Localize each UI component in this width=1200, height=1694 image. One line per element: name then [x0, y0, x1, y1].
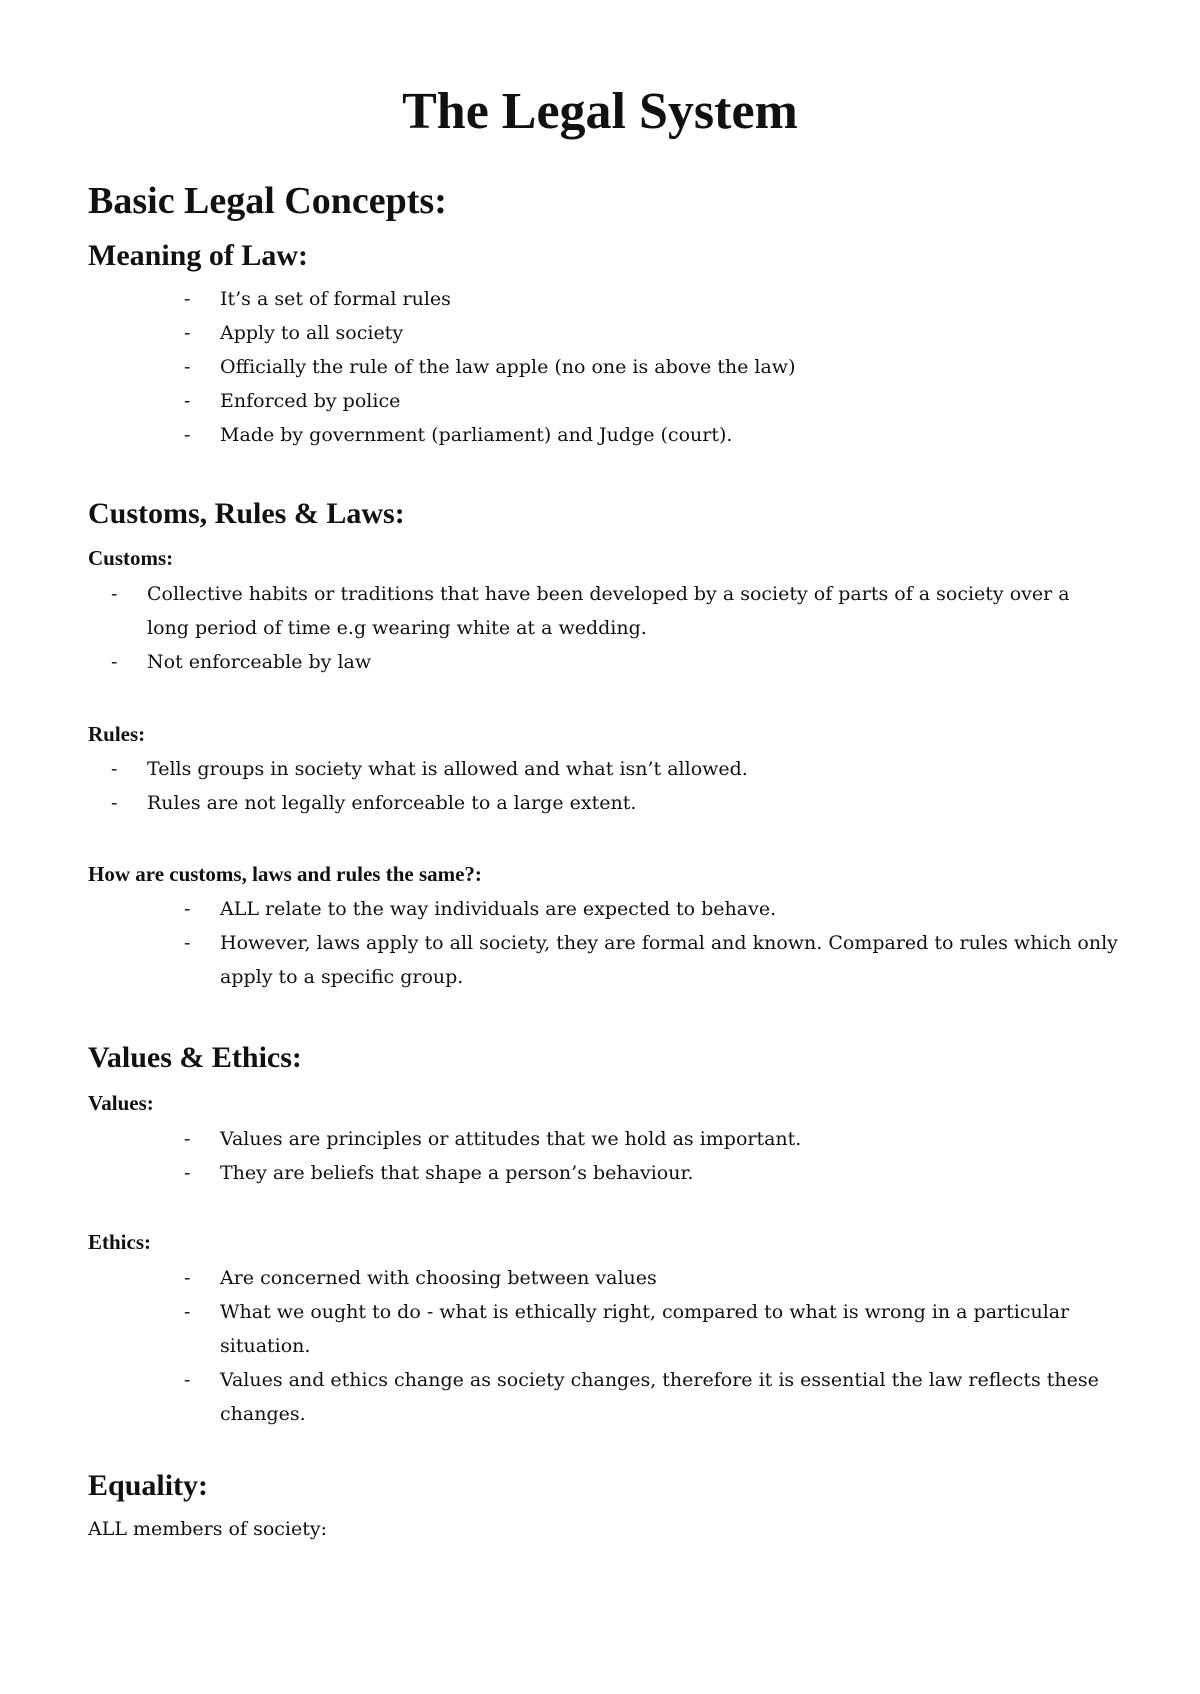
heading-equality: Equality:: [88, 1469, 209, 1502]
list-item: - Tells groups in society what is allowed and what isn’t allowed.: [147, 752, 1107, 786]
equality-text: ALL members of society:: [88, 1518, 327, 1540]
list-item: - Apply to all society: [220, 316, 1120, 350]
list-how-same: [220, 892, 1120, 994]
heading-rules: Rules:: [88, 722, 146, 746]
list-item: - What we ought to do - what is ethically right, compared to what is wrong in a particular situation.: [220, 1295, 1120, 1363]
list-item: - It’s a set of formal rules: [220, 282, 1120, 316]
list-item: - Made by government (parliament) and Judge (court).: [220, 418, 1120, 452]
list-customs: [147, 577, 1107, 679]
list-item: - Are concerned with choosing between values: [220, 1261, 1120, 1295]
list-ethics: [220, 1261, 1120, 1431]
list-item: - Enforced by police: [220, 384, 1120, 418]
list-item: - ALL relate to the way individuals are expected to behave.: [220, 892, 1120, 926]
heading-customs: Customs:: [88, 546, 174, 570]
list-item: - Not enforceable by law: [147, 645, 1107, 679]
list-item: - They are beliefs that shape a person’s behaviour.: [220, 1156, 1120, 1190]
list-item: - Rules are not legally enforceable to a large extent.: [147, 786, 1107, 820]
heading-values: Values:: [88, 1091, 154, 1115]
list-meaning-of-law: [220, 282, 1120, 452]
heading-meaning-of-law: Meaning of Law:: [88, 239, 308, 272]
heading-values-ethics: Values & Ethics:: [88, 1041, 302, 1074]
heading-ethics: Ethics:: [88, 1230, 151, 1254]
list-item: - However, laws apply to all society, they are formal and known. Compared to rules which only apply to a specific group.: [220, 926, 1120, 994]
heading-basic-legal-concepts: Basic Legal Concepts:: [88, 180, 447, 222]
list-rules: [147, 752, 1107, 820]
list-values: [220, 1122, 1120, 1190]
heading-customs-rules-laws: Customs, Rules & Laws:: [88, 497, 405, 530]
list-item: - Values are principles or attitudes that we hold as important.: [220, 1122, 1120, 1156]
list-item: - Collective habits or traditions that have been developed by a society of parts of a society over a long period of time e.g wearing white at a wedding.: [147, 577, 1107, 645]
heading-how-same: How are customs, laws and rules the same?:: [88, 862, 482, 886]
document-title: The Legal System: [402, 83, 798, 140]
list-item: - Values and ethics change as society changes, therefore it is essential the law reflects these changes.: [220, 1363, 1120, 1431]
list-item: - Officially the rule of the law apple (no one is above the law): [220, 350, 1120, 384]
